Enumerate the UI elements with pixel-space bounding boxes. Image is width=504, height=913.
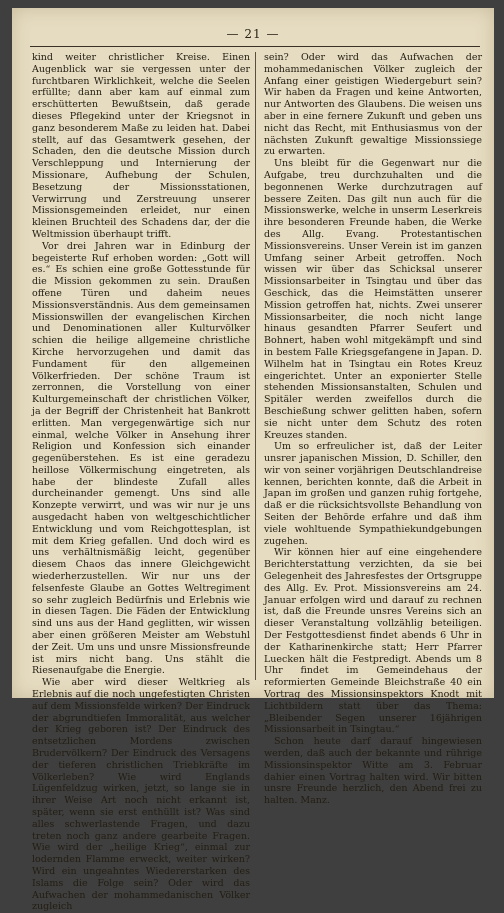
column-separator	[255, 52, 256, 680]
paragraph: Wie aber wird dieser Weltkrieg als Erlebnis auf die noch ungefestigten Christen auf dem Missionsfelde wirken? Der Eindruck der abgrundtiefen Immoralität, aus welcher der Krieg geboren ist? Der Eindruck des entsetzlichen Mordens zwischen Brudervölkern? Der Eindruck des Versagens der tieferen christlichen Triebkräfte im Völkerleben? Wie wird Englands Lügenfeldzug wirken, jetzt, so lange sie in ihrer Weise Art noch nicht erkannt ist, später, wenn sie erst enthüllt ist? Was sind alles schwerlastende Fragen, und dazu treten noch ganz andere gearbeite Fragen. Wie wird der „heilige Krieg“, einmal zur lodernden Flamme erweckt, weiter wirken? Wird ein ungeahntes Wiedererstarken des Islams die Folge sein? Oder wird das Aufwachen der mohammedanischen Völker zugleich	[32, 677, 250, 913]
header-rule	[30, 46, 480, 47]
paragraph: Um so erfreulicher ist, daß der Leiter unsrer japanischen Mission, D. Schiller, den wir von seiner vorjährigen Deutschlandreise kennen, berichten konnte, daß die Arbeit in Japan im großen und ganzen ruhig fortgehe, daß er die rücksichtsvollste Behandlung von Seiten der Behörde erfahre und daß ihm viele wohltuende Sympathiekundgebungen zugehen.	[264, 441, 482, 547]
paragraph: kind weiter christlicher Kreise. Einen Augenblick war sie vergessen unter der furchtbaren Wirklichkeit, welche die Seelen erfüllte; dann aber kam auf einmal zum erschütterten Bewußtsein, daß gerade dieses Pflegekind unter der Kriegsnot in ganz besonderem Maße zu leiden hat. Dabei stellt, auf das Gesamtwerk gesehen, der Schaden, den die deutsche Mission durch Verschleppung und Internierung der Missionare, Aufhebung der Schulen, Besetzung der Missionsstationen, Verwirrung und Zerstreuung unserer Missionsgemeinden erleidet, nur einen kleinen Bruchteil des Schadens dar, der die Weltmission überhaupt trifft.	[32, 52, 250, 240]
left-column	[32, 52, 250, 913]
paragraph: Uns bleibt für die Gegenwart nur die Aufgabe, treu durchzuhalten und die begonnenen Werke durchzutragen auf bessere Zeiten. Das gilt nun auch für die Missionswerke, welche in unserm Leserkreis ihre besonderen Freunde haben, die Werke des Allg. Evang. Protestantischen Missionsvereins. Unser Verein ist im ganzen Umfang seiner Arbeit getroffen. Noch wissen wir über das Schicksal unserer Missionsarbeiter in Tsingtau und über das Geschick, das die Heimstätten unserer Mission getroffen hat, nichts. Zwei unserer Missionsarbeiter, die noch nicht lange hinaus gesandten Pfarrer Seufert und Bohnert, haben wohl mitgekämpft und sind in bestem Falle Kriegsgefangene in Japan. D. Wilhelm hat in Tsingtau ein Rotes Kreuz eingerichtet. Unter an exponierter Stelle stehenden Missionsanstalten, Schulen und Spitäler werden zweifellos durch die Beschießung schwer gelitten haben, sofern sie nicht unter dem Schutz des roten Kreuzes standen.	[264, 158, 482, 441]
page-number: — 21 —	[226, 27, 280, 41]
paragraph: Schon heute darf darauf hingewiesen werden, daß auch der bekannte und rührige Missionsinspektor Witte am 3. Februar dahier einen Vortrag halten wird. Wir bitten unsre Freunde herzlich, den Abend frei zu halten. Manz.	[264, 736, 482, 807]
paragraph: Vor drei Jahren war in Edinburg der begeisterte Ruf erhoben worden: „Gott will es.“ Es schien eine große Gottesstunde für die Mission gekommen zu sein. Draußen offene Türen und daheim neues Missionsverständnis. Aus dem gemeinsamen Missionswillen der evangelischen Kirchen und Denominationen aller Kulturvölker schien die heilige allgemeine christliche Kirche hervorzugehen und damit das Fundament für den allgemeinen Völkerfrieden. Der schöne Traum ist zerronnen, die Vorstellung von einer Kulturgemeinschaft der christlichen Völker, ja der Begriff der Christenheit hat Bankrott erlitten. Man vergegenwärtige sich nur einmal, welche Völker in Ansehung ihrer Religion und Konfession sich einander gegenüberstehen. Es ist eine geradezu heillose Völkermischung eingetreten, als habe der blindeste Zufall alles durcheinander gemengt. Uns sind alle Konzepte verwirrt, und was wir nur je uns ausgedacht haben von weltgeschichtlicher Entwicklung und vom Reichgottesplan, ist mit dem Krieg gefallen. Und doch wird es uns verhältnismäßig leicht, gegenüber diesem Chaos das innere Gleichgewicht wiederherzustellen. Wir nur uns der felsenfeste Glaube an Gottes Weltregiment so sehr zugleich Bedürfnis und Erlebnis wie in diesen Tagen. Die Fäden der Entwicklung sind uns aus der Hand geglitten, wir wissen aber einen größeren Meister am Webstuhl der Zeit. Um uns und unsre Missionsfreunde ist mirs nicht bang. Uns stählt die Riesenaufgabe die Energie.	[32, 240, 250, 677]
paragraph: sein? Oder wird das Aufwachen der mohammedanischen Völker zugleich der Anfang einer geistigen Wiedergeburt sein? Wir haben da Fragen und keine Antworten, nur Antworten des Glaubens. Die weisen uns aber in eine fernere Zukunft und geben uns nicht das Recht, mit Enthusiasmus von der nächsten Zukunft gewaltige Missionssiege zu erwarten.	[264, 52, 482, 158]
document-page	[12, 8, 494, 913]
right-column	[264, 52, 482, 807]
paragraph: Wir können hier auf eine eingehendere Berichterstattung verzichten, da sie bei Gelegenheit des Jahresfestes der Ortsgruppe des Allg. Ev. Prot. Missionsvereins am 24. Januar erfolgen wird und darauf zu rechnen ist, daß die Freunde unsres Vereins sich an dieser Veranstaltung vollzählig beteiligen. Der Festgottesdienst findet abends 6 Uhr in der Katharinenkirche statt; Herr Pfarrer Luecken hält die Festpredigt. Abends um 8 Uhr findet im Gemeindehaus der reformierten Gemeinde Bleichstraße 40 ein Vortrag des Missionsinspektors Knodt mit Lichtbildern statt über das Thema: „Bleibender Segen unserer 16jährigen Missionsarbeit in Tsingtau.“	[264, 547, 482, 736]
